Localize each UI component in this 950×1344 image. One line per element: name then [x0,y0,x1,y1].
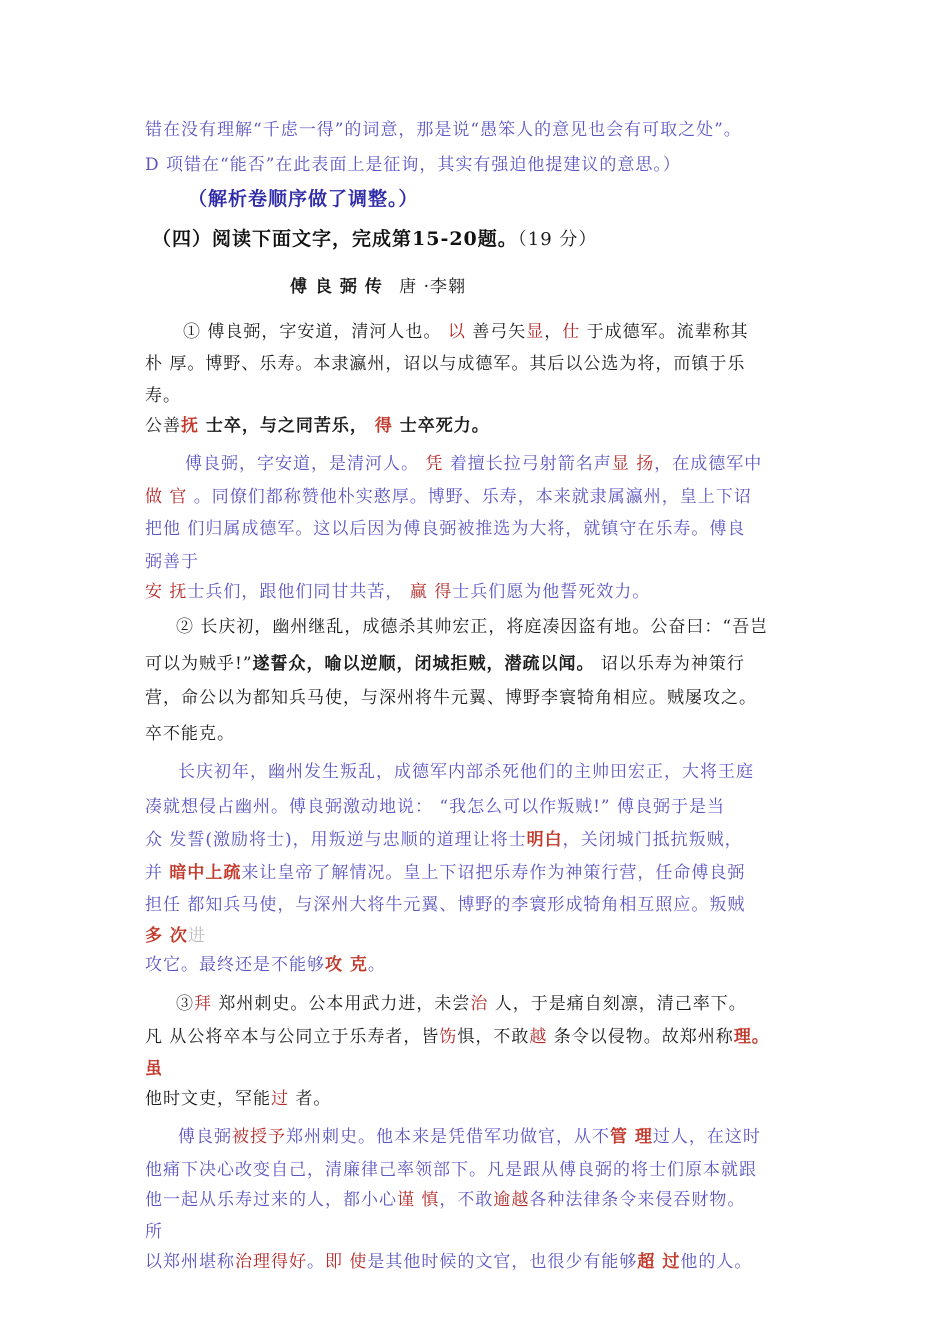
keyword: 越 [529,1027,548,1047]
p1-line-a [183,320,749,344]
keyword: 多 次 [145,926,188,946]
section-heading [152,227,597,252]
p3-line-d [145,1087,331,1111]
keyword: 攻 克 [325,955,368,975]
article-author: 唐 ·李翱 [399,277,466,297]
keyword: 理。 [733,1027,770,1047]
text-run: 他一起从乐寿过来的人，都小心 [145,1190,397,1210]
text-run: 攻它。最终还是不能够 [145,955,325,975]
text-run: 于成德军。流辈称其 [580,322,749,342]
text-run: 他的人。 [680,1252,753,1272]
text-run: 傅良弼 [178,1127,232,1147]
text-run: 过人，在这时 [652,1127,761,1147]
t1-line-c: 把他 们归属成德军。这以后因为傅良弼被推选为大将，就镇守在乐寿。傅良 [145,519,746,539]
text-run: 。 [367,955,386,975]
keyword: 超 过 [637,1252,681,1272]
text-run: ③ [176,994,194,1014]
keyword: 过 [271,1089,289,1109]
keyword: 抚 [181,416,199,436]
p1-line-c: 寿。 [145,386,181,406]
keyword: 赢 得 [409,582,453,602]
text-run: 着擅长拉弓射箭名声 [443,454,612,474]
text-run: 来让皇帝了解情况。皇上下诏把乐寿作为神策行营，任命傅良弼 [241,863,746,883]
text-run: 他时文吏，罕能 [145,1089,271,1109]
keyword: 得 [374,416,393,436]
text-run: 。同僚们都称赞他朴实憨厚。博野、乐寿，本来就隶属瀛州，皇上下诏 [187,487,752,507]
text-run: ，关闭城门抵抗叛贼， [562,830,743,850]
p3-line-b [145,1025,770,1049]
p2-line-d: 卒不能克。 [145,724,235,744]
article-title: 傅 良 弼 传 [290,277,383,297]
keyword: 拜 [194,994,212,1014]
keyword: 被授予 [232,1127,286,1147]
keyword: 治理得好 [235,1252,307,1272]
t1-line-b [145,485,752,509]
keyword: 饬 [439,1027,458,1047]
keyword: 做 官 [145,487,188,507]
keyword: 治 [470,994,489,1014]
t2-line-d [145,861,745,885]
text-run: 善弓矢 [465,322,527,342]
keyword: 暗中上疏 [169,863,242,883]
t2-line-a: 长庆初年，幽州发生叛乱，成德军内部杀死他们的主帅田宏正，大将王庭 [178,762,754,782]
text-run: ， [544,322,563,342]
text-run: 郑州刺史。公本用武力进，未尝 [212,994,471,1014]
t2-line-c [145,828,743,852]
keyword: 谨 慎 [397,1190,440,1210]
t3-line-c [145,1188,745,1212]
text-run: 者。 [289,1089,332,1109]
t3-line-b: 他痛下决心改变自己，清廉律己率领部下。凡是跟从傅良弼的将士们原本就跟 [145,1160,757,1180]
t1-line-a [185,452,762,476]
p1-line-b: 朴 厚。博野、乐寿。本隶瀛州，诏以与成德军。其后以公选为将，而镇于乐 [145,354,746,374]
p2-line-a: ② 长庆初，幽州继乱，成德杀其帅宏正，将庭凑因盗有地。公奋曰：“吾岂 [176,617,769,637]
p2-line-b [145,652,745,676]
analysis-line-2: D 项错在“能否”在此表面上是征询，其实有强迫他提建议的意思。） [145,155,681,175]
p2-line-c: 营，命公以为都知兵马使，与深州将牛元翼、博野李寰犄角相应。贼屡攻之。 [145,688,757,708]
text-run: 各种法律条令来侵吞财物。 [529,1190,746,1210]
text-run: 并 [145,863,170,883]
t3-line-a [178,1125,761,1149]
text-run: 公善 [145,416,181,436]
t1-line-e [145,580,650,604]
t2-line-g [145,953,386,977]
t2-line-f [145,924,206,948]
keyword: 仕 [562,322,581,342]
text-run: 。 [307,1252,325,1272]
keyword: 凭 [425,454,444,474]
text-run: 以郑州堪称 [145,1252,235,1272]
text-run: 人，于是痛自刻凛，清己率下。 [488,994,747,1014]
t2-line-b: 凑就想侵占幽州。傅良弼激动地说： “我怎么可以作叛贼!” 傅良弼于是当 [145,797,726,817]
keyword: 明白 [526,830,563,850]
text-run: ，在成德军中 [654,454,763,474]
text-run: 傅良弼，字安道，是清河人。 [185,454,426,474]
text-run: 郑州刺史。他本来是凭借军功做官，从不 [286,1127,610,1147]
text-run: 士卒，与之同苦乐， [199,416,375,436]
t3-line-d: 所 [145,1222,163,1242]
text-run: 士兵们，跟他们同甘共苦， [187,582,410,602]
text-run: 进 [187,926,206,946]
text-run: 条令以侵物。故郑州称 [547,1027,734,1047]
text-run: 士兵们愿为他誓死效力。 [452,582,651,602]
t2-line-e: 担任 都知兵马使，与深州大将牛元翼、博野的李寰形成犄角相互照应。叛贼 [145,895,746,915]
keyword: 以 [447,322,466,342]
text-run: 众 发誓(激励将士)，用叛逆与忠顺的道理让将士 [145,830,527,850]
keyword: 逾越 [493,1190,530,1210]
keyword: 安 抚 [145,582,188,602]
text-run: ，不敢 [439,1190,494,1210]
t3-line-e [145,1250,752,1274]
p3-line-c: 虽 [145,1059,163,1079]
keyword: 管 理 [610,1127,653,1147]
text-run: 诏以乐寿为神策行 [594,654,745,674]
article-heading [290,275,466,299]
p1-line-d [145,414,490,438]
text-run: ① 傅良弼，字安道，清河人也。 [183,322,448,342]
section-title: （四）阅读下面文字，完成第15-20题。 [152,228,518,250]
section-score: （19 分） [517,229,598,250]
reorder-note: （解析卷顺序做了调整。） [188,188,419,210]
text-run: 凡 从公将卒本与公同立于乐寿者，皆 [145,1027,440,1047]
text-run: 惧，不敢 [457,1027,530,1047]
text-run: 是其他时候的文官，也很少有能够 [367,1252,638,1272]
text-run: 可以为贼乎!” [145,654,253,674]
t1-line-d: 弼善于 [145,552,199,572]
p3-line-a [176,992,747,1016]
keyword: 显 [526,322,545,342]
text-run: 遂誓众，喻以逆顺，闭城拒贼，潜疏以闻。 [252,654,595,674]
keyword: 即 使 [325,1252,368,1272]
text-run: 士卒死力。 [392,416,490,436]
keyword: 显 扬 [611,454,655,474]
analysis-line-1: 错在没有理解“千虑一得”的词意，那是说“愚笨人的意见也会有可取之处”。 [145,120,742,140]
